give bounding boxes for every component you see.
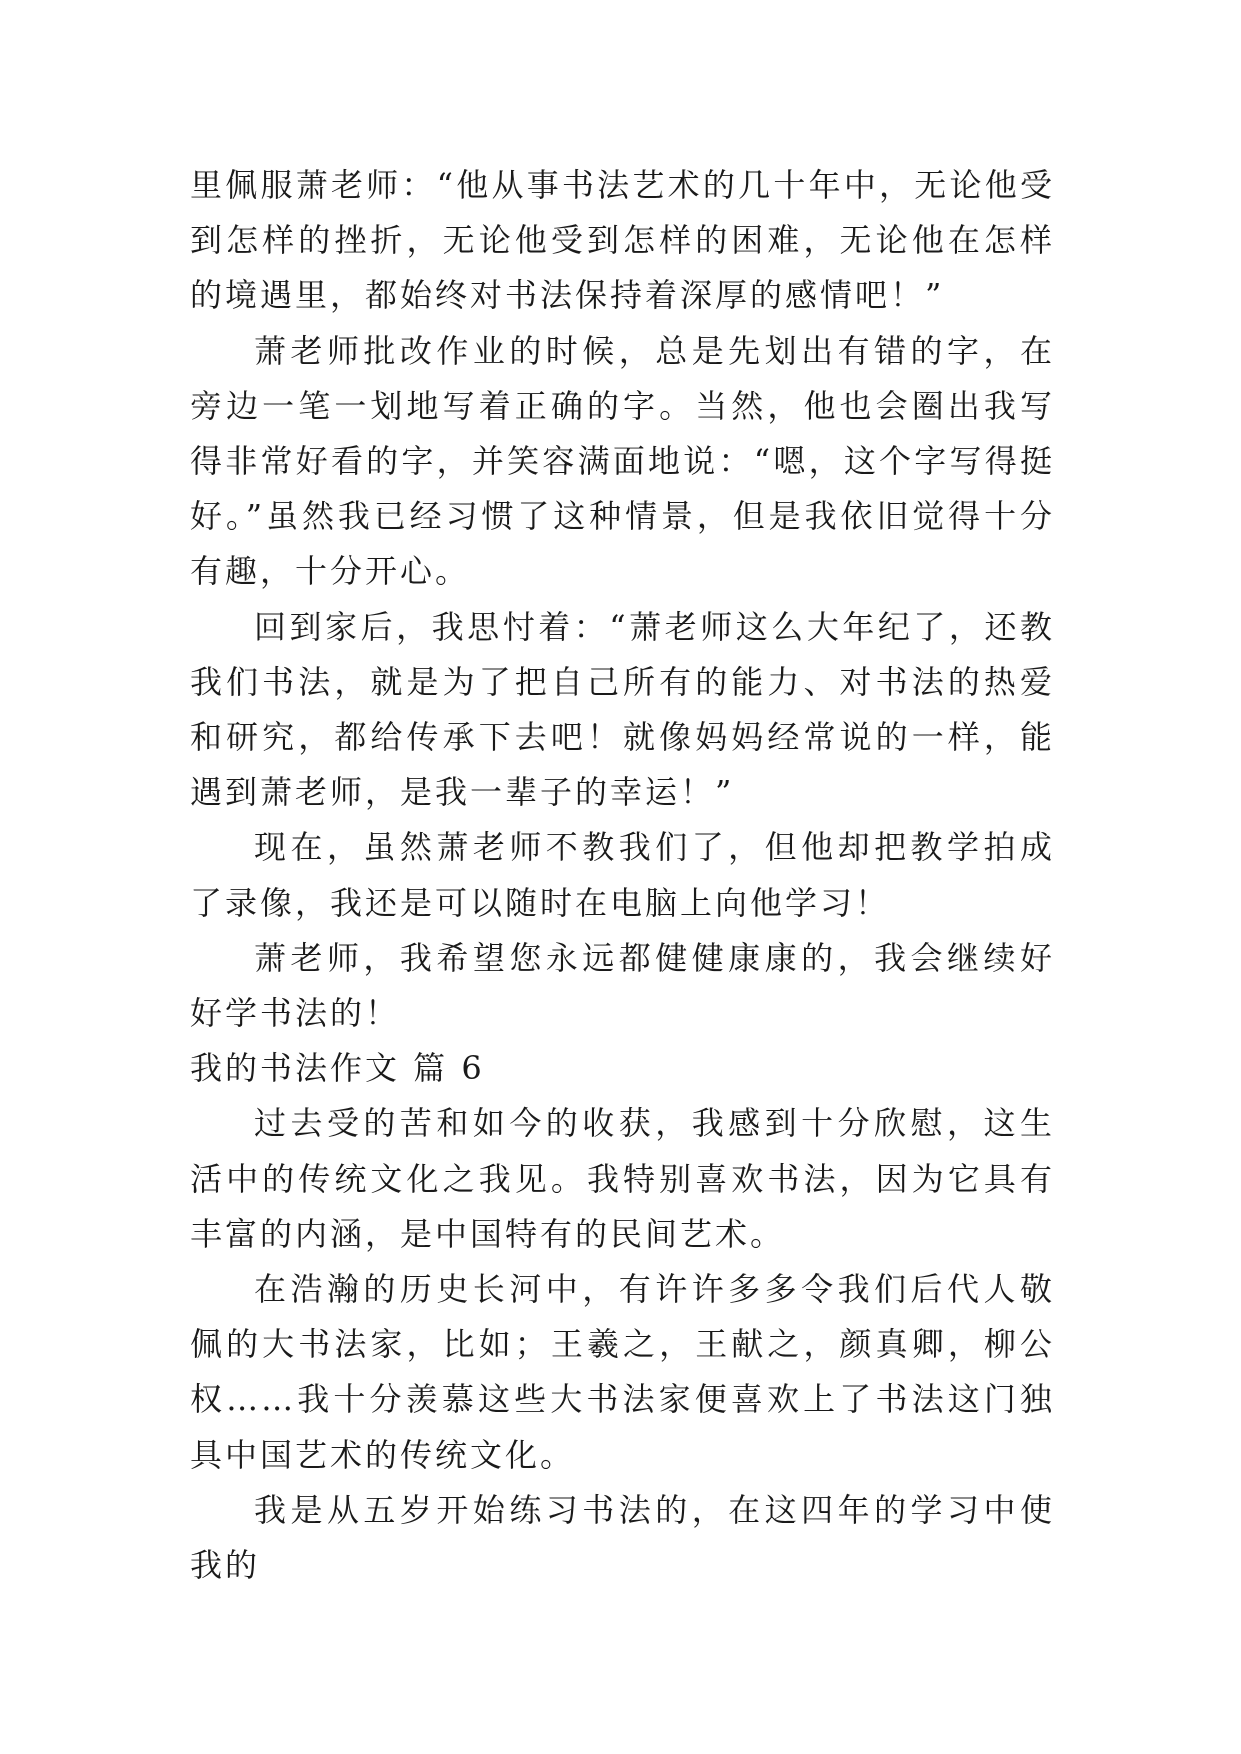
paragraph: 我是从五岁开始练习书法的，在这四年的学习中使我的 [190, 1490, 1055, 1585]
paragraph: 萧老师，我希望您永远都健健康康的，我会继续好好学书法的！ [190, 938, 1055, 1033]
paragraph-continuation: 里佩服萧老师：“他从事书法艺术的几十年中，无论他受到怎样的挫折，无论他受到怎样的困难，无论他在怎样的境遇里，都始终对书法保持着深厚的感情吧！” [190, 166, 1055, 315]
section-heading: 我的书法作文 篇 6 [190, 1049, 485, 1088]
paragraph: 现在，虽然萧老师不教我们了，但他却把教学拍成了录像，我还是可以随时在电脑上向他学习！ [190, 828, 1055, 922]
paragraph: 在浩瀚的历史长河中，有许许多多令我们后代人敬佩的大书法家，比如；王羲之，王献之，颜真卿，柳公权……我十分羡慕这些大书法家便喜欢上了书法这门独具中国艺术的传统文化。 [190, 1270, 1055, 1474]
paragraph: 萧老师批改作业的时候，总是先划出有错的字，在旁边一笔一划地写着正确的字。当然，他也会圈出我写得非常好看的字，并笑容满面地说：“嗯，这个字写得挺好。”虽然我已经习惯了这种情景，但是我依旧觉得十分有趣，十分开心。 [190, 331, 1055, 591]
paragraph: 回到家后，我思忖着：“萧老师这么大年纪了，还教我们书法，就是为了把自己所有的能力、对书法的热爱和研究，都给传承下去吧！就像妈妈经常说的一样，能遇到萧老师，是我一辈子的幸运！” [190, 607, 1055, 812]
paragraph: 过去受的苦和如今的收获，我感到十分欣慰，这生活中的传统文化之我见。我特别喜欢书法，因为它具有丰富的内涵，是中国特有的民间艺术。 [190, 1104, 1055, 1253]
document-body [190, 158, 1055, 1593]
